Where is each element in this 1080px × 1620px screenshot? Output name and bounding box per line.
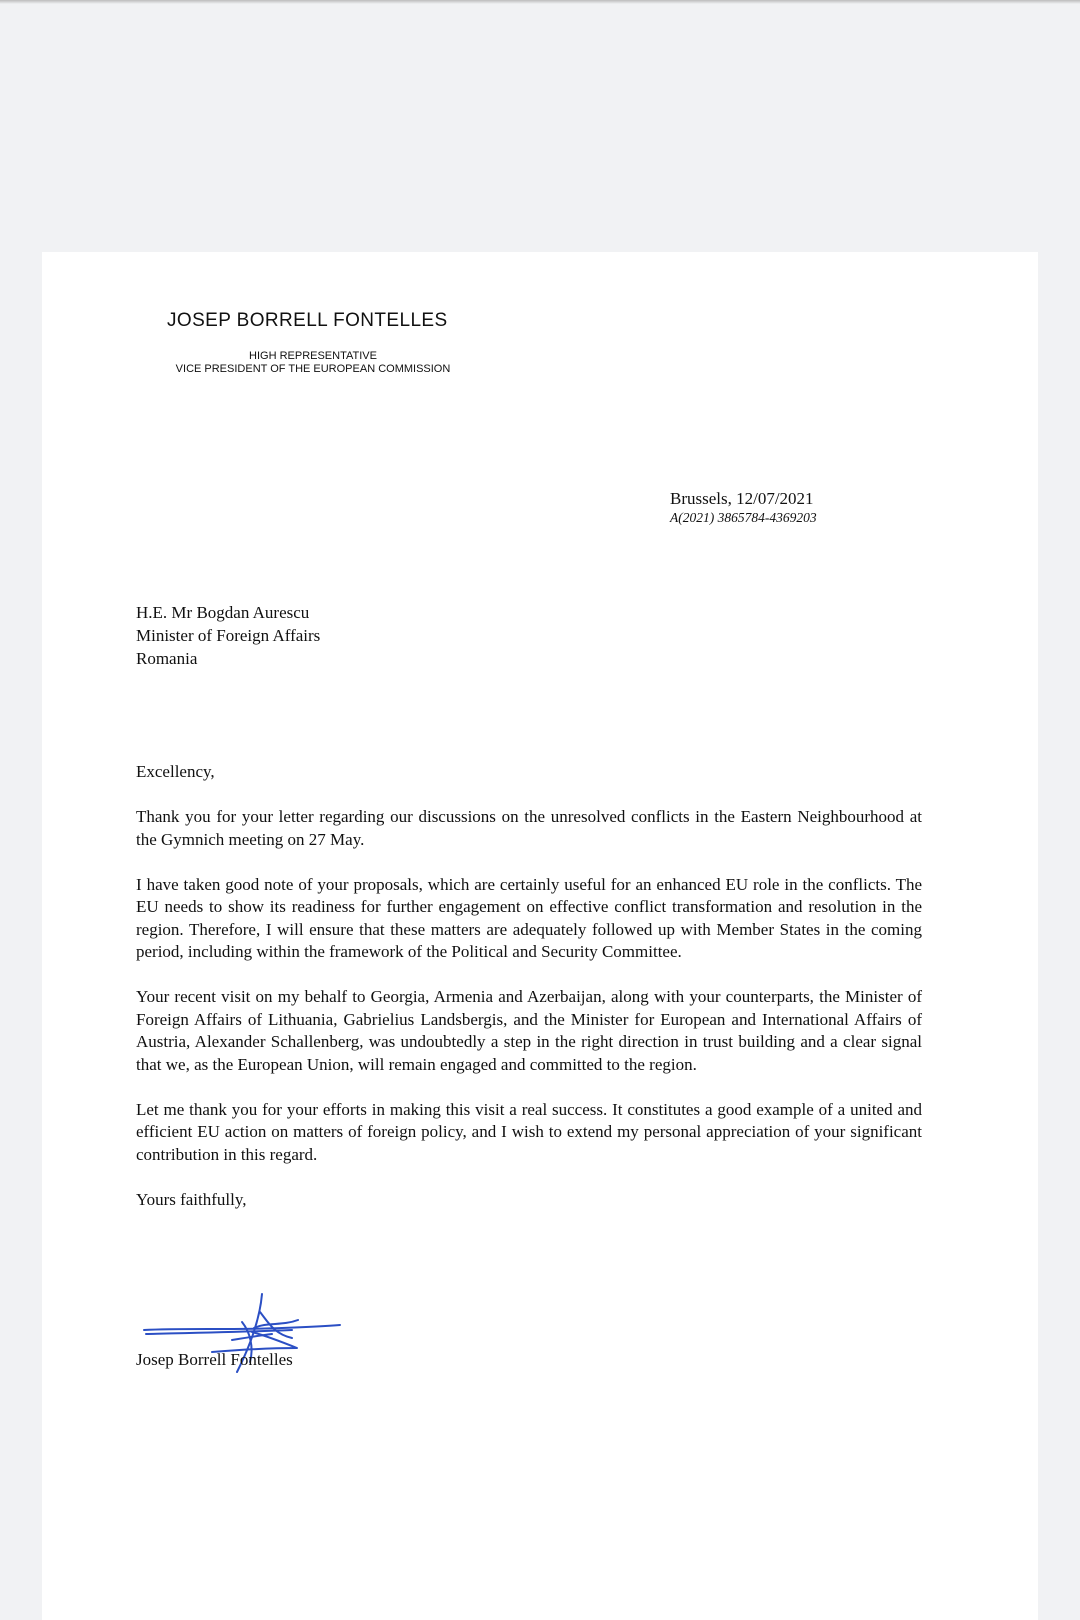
recipient-name: H.E. Mr Bogdan Aurescu <box>136 603 310 622</box>
letterhead-name: JOSEP BORRELL FONTELLES <box>167 310 448 331</box>
date-block <box>670 488 817 527</box>
signer-name: Josep Borrell Fontelles <box>136 1350 293 1369</box>
viewer-top-edge <box>0 0 1080 4</box>
paragraph: Your recent visit on my behalf to Georgia, Armenia and Azerbaijan, along with your counterparts, the Minister of Foreign Affairs of Lithuania, Gabrielius Landsbergis, and the Minister for European and International Affairs of Austria, Alexander Schallenberg, was undoubtedly a step in the right direction in trust building and a clear signal that we, as the European Union, will remain engaged and committed to the region. <box>136 987 922 1074</box>
recipient-address <box>136 601 320 670</box>
closing: Yours faithfully, <box>136 1189 247 1209</box>
paragraph: I have taken good note of your proposals, which are certainly useful for an enhanced EU role in the conflicts. The EU needs to show its readiness for further engagement on effective conflict transformation and resolution in the region. Therefore, I will ensure that these matters are adequately followed up with Member States in the coming period, including within the framework of the Political and Security Committee. <box>136 874 922 961</box>
salutation: Excellency, <box>136 762 215 781</box>
recipient-position: Minister of Foreign Affairs <box>136 626 321 645</box>
place-date: Brussels, 12/07/2021 <box>670 489 814 508</box>
paragraph: Thank you for your letter regarding our discussions on the unresolved conflicts in the Eastern Neighbourhood at the Gymnich meeting on 27 May. <box>136 807 922 849</box>
letterhead-title-line2: VICE PRESIDENT OF THE EUROPEAN COMMISSION <box>175 363 451 375</box>
reference-number: A(2021) 3865784-4369203 <box>670 510 817 525</box>
document-page <box>42 252 1038 1620</box>
letterhead-title-line1: HIGH REPRESENTATIVE <box>249 350 377 362</box>
recipient-country: Romania <box>136 649 198 668</box>
letterhead-title <box>165 350 461 376</box>
paragraph: Let me thank you for your efforts in making this visit a real success. It constitutes a good example of a united and efficient EU action on matters of foreign policy, and I wish to extend my personal appreciation of your significant contribution in this regard. <box>136 1099 922 1164</box>
letter-body <box>136 761 922 1211</box>
